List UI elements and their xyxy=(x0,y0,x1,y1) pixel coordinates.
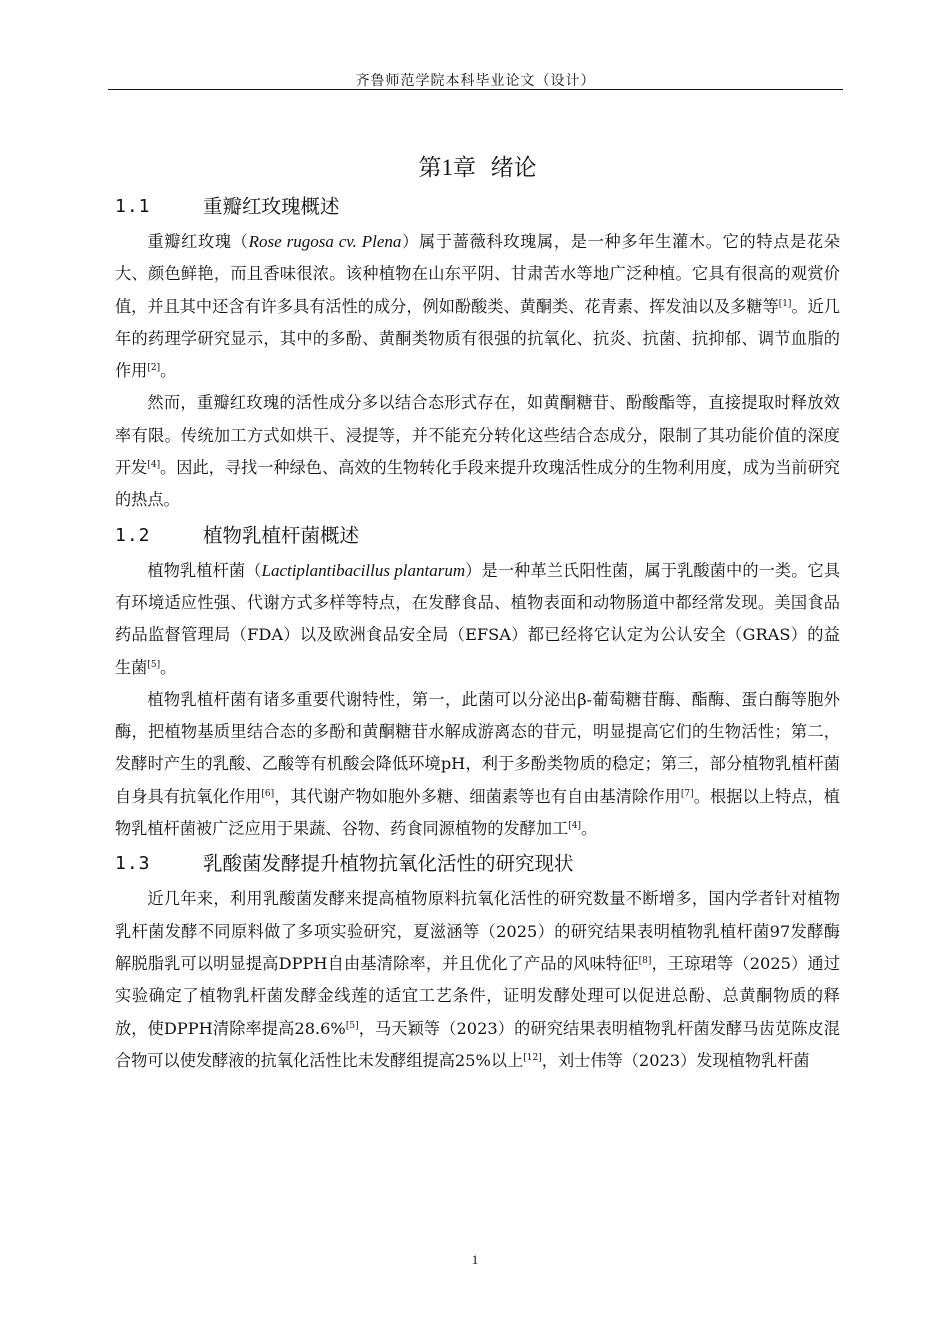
running-header: 齐鲁师范学院本科毕业论文（设计） xyxy=(355,73,596,89)
text-run: ，其代谢产物如胞外多糖、细菌素等也有自由基清除作用 xyxy=(274,786,681,806)
section-title: 重瓣红玫瑰概述 xyxy=(203,195,340,218)
text-run: 植物乳植杆菌有诸多重要代谢特性，第一，此菌可以分泌出β-葡萄糖苷酶、酯酶、蛋白酶等胞外酶，把植物基质里结合态的多酚和黄酮糖苷水解成游离态的苷元，明显提高它们的生物活性；第二，发酵时产生的乳酸、乙酸等有机酸会降低环境pH，利于多酚类物质的稳定；第三，部分植物乳植杆菌自身具有抗氧化作用 xyxy=(115,689,840,806)
chapter-number: 第1章 xyxy=(418,155,476,180)
text-run: 重瓣红玫瑰（ xyxy=(147,232,249,251)
text-run: ）属于蔷薇科玫瑰属，是一种多年生灌木。它的特点是花朵大、颜色鲜艳，而且香味很浓。该种植物在山东平阴、甘肃苦水等地广泛种植。它具有很高的观赏价值，并且其中还含有许多具有活性的成分，例如酚酸类、黄酮类、花青素、挥发油以及多糖等 xyxy=(115,232,841,316)
citation: [12] xyxy=(523,1052,542,1063)
text-run: 。 xyxy=(581,819,598,839)
paragraph-4 xyxy=(115,684,840,845)
section-heading-1-2 xyxy=(115,521,840,551)
citation: [7] xyxy=(680,788,694,799)
citation: [5] xyxy=(147,659,161,670)
citation: [1] xyxy=(778,298,792,309)
text-run: 。近几年的药理学研究显示，其中的多酚、黄酮类物质有很强的抗氧化、抗炎、抗菌、抗抑郁、调节血脂的作用 xyxy=(115,296,840,381)
text-run: 。 xyxy=(160,361,177,381)
text-run: 。 xyxy=(160,657,177,677)
text-run: 近几年来，利用乳酸菌发酵来提高植物原料抗氧化活性的研究数量不断增多，国内学者针对植物乳杆菌发酵不同原料做了多项实验研究，夏滋涵等（2025）的研究结果表明植物乳植杆菌97发酵酶解脱脂乳可以明显提高DPPH自由基清除率，并且优化了产品的风味特征 xyxy=(115,889,840,973)
section-title: 植物乳植杆菌概述 xyxy=(203,523,360,547)
citation: [2] xyxy=(147,363,161,374)
text-run: ，王琼珺等（2025）通过实验确定了植物乳杆菌发酵金线莲的适宜工艺条件，证明发酵处理可以促进总酚、总黄酮物质的释放，使DPPH清除率提高28.6% xyxy=(115,953,840,1038)
citation: [4] xyxy=(147,460,161,471)
paragraph-3 xyxy=(115,555,840,684)
page-body xyxy=(115,148,840,1077)
paragraph-2 xyxy=(115,387,840,516)
latin-name: Rose rugosa cv. Plena xyxy=(248,232,402,251)
section-heading-1-1 xyxy=(115,192,840,222)
latin-name: Lactiplantibacillus plantarum xyxy=(261,560,466,580)
section-number: 1.3 xyxy=(115,853,151,875)
text-run: ，马天颖等（2023）的研究结果表明植物乳杆菌发酵马齿苋陈皮混合物可以使发酵液的抗氧化活性比未发酵组提高25%以上 xyxy=(115,1018,840,1070)
paragraph-5 xyxy=(115,883,840,1077)
citation: [4] xyxy=(568,821,581,832)
citation: [6] xyxy=(261,788,275,799)
header-rule xyxy=(108,89,843,90)
paragraph-1 xyxy=(115,226,840,387)
section-number: 1.1 xyxy=(115,196,151,217)
section-title: 乳酸菌发酵提升植物抗氧化活性的研究现状 xyxy=(203,852,574,876)
text-run: ）是一种革兰氏阳性菌，属于乳酸菌中的一类。它具有环境适应性强、代谢方式多样等特点，在发酵食品、植物表面和动物肠道中都经常发现。美国食品药品监督管理局（FDA）以及欧洲食品安全局（EFSA）都已经将它认定为公认安全（GRAS）的益生菌 xyxy=(115,560,841,677)
text-run: 。根据以上特点，植物乳植杆菌被广泛应用于果蔬、谷物、药食同源植物的发酵加工 xyxy=(115,786,840,839)
text-run: 植物乳植杆菌（ xyxy=(147,560,262,580)
text-run: 。因此，寻找一种绿色、高效的生物转化手段来提升玫瑰活性成分的生物利用度，成为当前研究的热点。 xyxy=(115,458,840,510)
section-number: 1.2 xyxy=(115,524,151,546)
chapter-title xyxy=(115,148,840,188)
citation: [8] xyxy=(638,955,652,966)
chapter-name: 绪论 xyxy=(490,155,537,181)
section-heading-1-3 xyxy=(115,849,840,879)
text-run: ，刘士伟等（2023）发现植物乳杆菌 xyxy=(541,1050,810,1070)
page-number: 1 xyxy=(471,1252,479,1267)
text-run: 然而，重瓣红玫瑰的活性成分多以结合态形式存在，如黄酮糖苷、酚酸酯等，直接提取时释放效率有限。传统加工方式如烘干、浸提等，并不能充分转化这些结合态成分，限制了其功能价值的深度开发 xyxy=(115,393,840,478)
citation: [5] xyxy=(345,1020,359,1031)
